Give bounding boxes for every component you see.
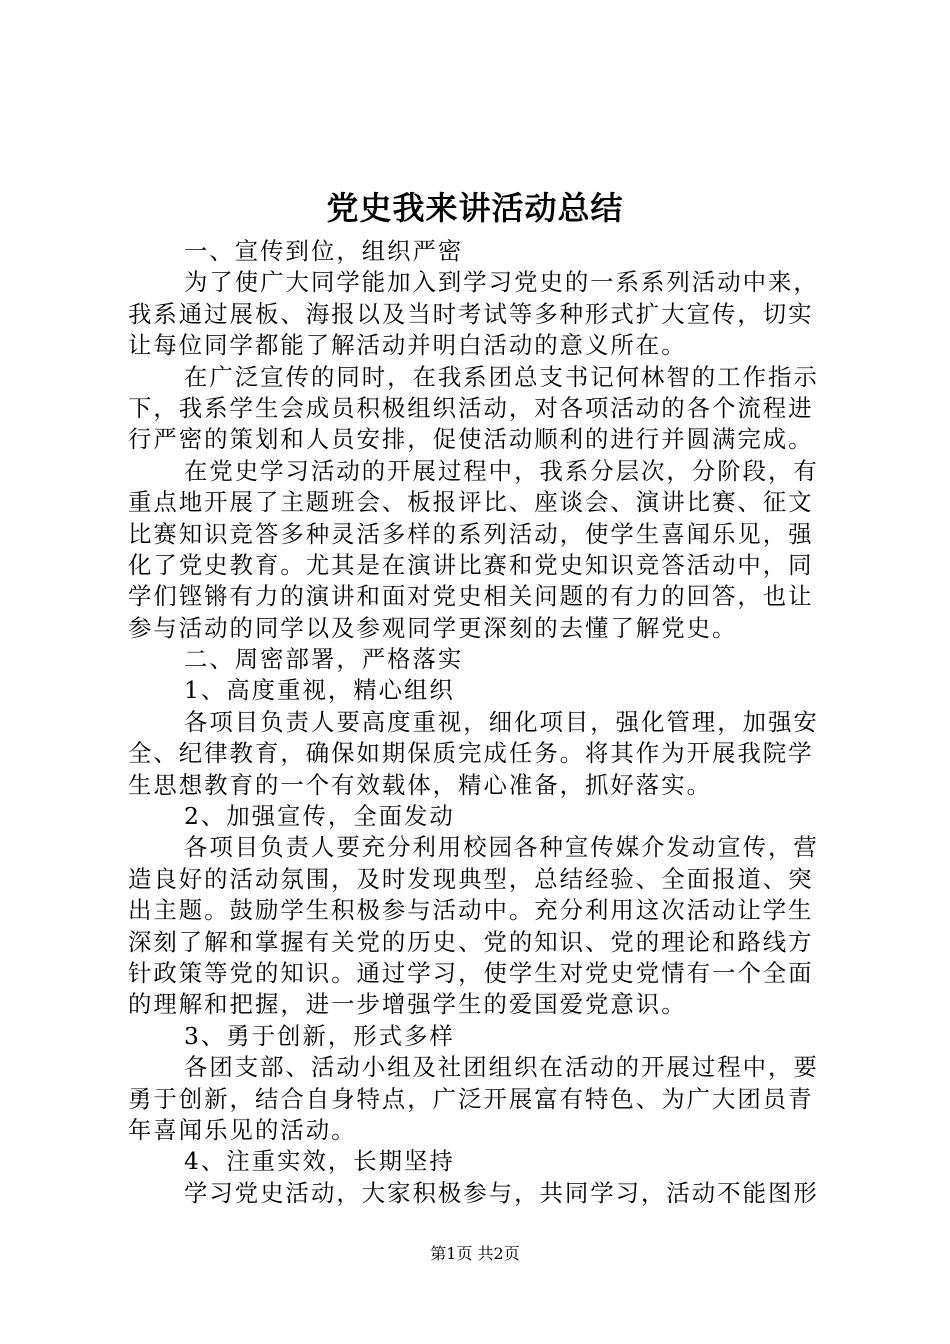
text-line: 学习党史活动，大家积极参与，共同学习，活动不能图形: [184, 1178, 819, 1207]
text-line: 二、周密部署，严格落实: [184, 645, 464, 674]
text-line: 的理解和把握，进一步增强学生的爱国爱党意识。: [128, 990, 687, 1019]
text-line: 我系通过展板、海报以及当时考试等多种形式扩大宣传，切实: [128, 299, 814, 328]
text-line: 为了使广大同学能加入到学习党史的一系系列活动中来，: [184, 268, 819, 297]
text-line: 深刻了解和掌握有关党的历史、党的知识、党的理论和路线方: [128, 927, 814, 956]
text-line: 年喜闻乐见的活动。: [128, 1115, 357, 1144]
document-body: [128, 236, 828, 1209]
text-line: 参与活动的同学以及参观同学更深刻的去懂了解党史。: [128, 613, 738, 642]
text-line: 在广泛宣传的同时，在我系团总支书记何林智的工作指示: [184, 362, 819, 391]
text-line: 全、纪律教育，确保如期保质完成任务。将其作为开展我院学: [128, 739, 814, 768]
text-line: 3、勇于创新，形式多样: [184, 1021, 455, 1050]
text-line: 造良好的活动氛围，及时发现典型，总结经验、全面报道、突: [128, 864, 814, 893]
text-line: 1、高度重视，精心组织: [184, 676, 455, 705]
text-line: 出主题。鼓励学生积极参与活动中。充分利用这次活动让学生: [128, 896, 814, 925]
text-line: 2、加强宣传，全面发动: [184, 802, 455, 831]
text-line: 各项目负责人要充分利用校园各种宣传媒介发动宣传，营: [184, 833, 819, 862]
text-line: 生思想教育的一个有效载体，精心准备，抓好落实。: [128, 770, 712, 799]
text-line: 学们铿锵有力的演讲和面对党史相关问题的有力的回答，也让: [128, 582, 814, 611]
text-line: 一、宣传到位，组织严密: [184, 237, 464, 265]
text-line: 下，我系学生会成员积极组织活动，对各项活动的各个流程进: [128, 393, 814, 422]
text-line: 各团支部、活动小组及社团组织在活动的开展过程中，要: [184, 1053, 819, 1082]
text-line: 在党史学习活动的开展过程中，我系分层次，分阶段，有: [184, 456, 819, 485]
text-line: 让每位同学都能了解活动并明白活动的意义所在。: [128, 331, 687, 360]
document-title: 党史我来讲活动总结: [326, 189, 624, 227]
page-footer: 第1页 共2页: [430, 1244, 520, 1263]
text-line: 化了党史教育。尤其是在演讲比赛和党史知识竞答活动中，同: [128, 550, 814, 579]
text-line: 各项目负责人要高度重视，细化项目，强化管理，加强安: [184, 707, 819, 736]
text-line: 4、注重实效，长期坚持: [184, 1147, 455, 1176]
text-line: 针政策等党的知识。通过学习，使学生对党史党情有一个全面: [128, 958, 814, 987]
text-line: 勇于创新，结合自身特点，广泛开展富有特色、为广大团员青: [128, 1084, 814, 1113]
text-line: 行严密的策划和人员安排，促使活动顺利的进行并圆满完成。: [128, 425, 814, 454]
text-line: 重点地开展了主题班会、板报评比、座谈会、演讲比赛、征文: [128, 488, 814, 517]
text-line: 比赛知识竞答多种灵活多样的系列活动，使学生喜闻乐见，强: [128, 519, 814, 548]
